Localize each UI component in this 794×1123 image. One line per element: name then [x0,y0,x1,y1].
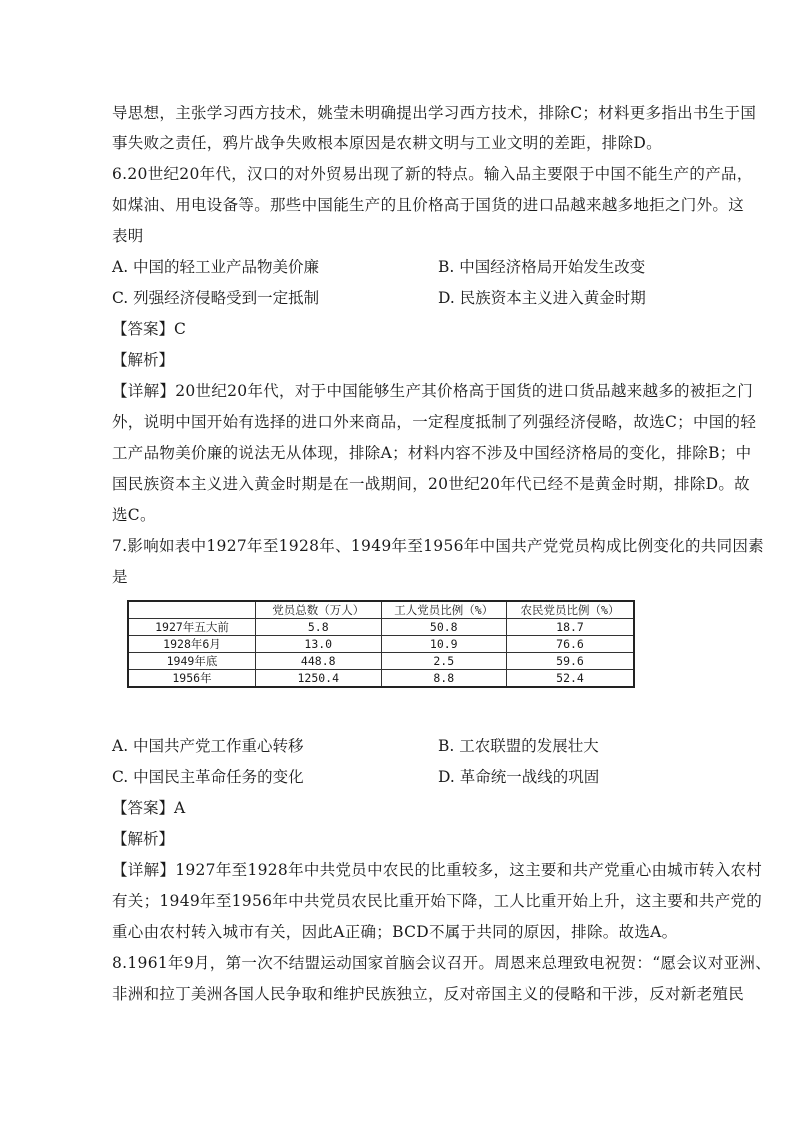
q7-option-c: C. 中国民主革命任务的变化 [112,768,304,786]
table-cell: 59.6 [507,653,635,670]
table-cell: 1250.4 [255,670,381,688]
text-line: 事失败之责任，鸦片战争失败根本原因是农耕文明与工业文明的差距，排除D。 [112,134,662,152]
table-header-row [128,601,634,619]
table-cell: 1927年五大前 [128,619,255,636]
question-8-stem: 8.1961年9月，第一次不结盟运动国家首脑会议召开。周恩来总理致电祝贺：“愿会议对亚洲、 [112,954,772,972]
q6-explanation: 【详解】20世纪20年代，对于中国能够生产其价格高于国货的进口货品越来越多的被拒之门 [112,382,754,400]
question-7-stem: 是 [112,568,128,586]
table-header-cell: 农民党员比例（%） [507,601,635,619]
q6-analysis-heading: 【解析】 [112,351,175,369]
q7-option-a: A. 中国共产党工作重心转移 [112,737,304,755]
question-7-stem: 7.影响如表中1927年至1928年、1949年至1956年中国共产党党员构成比例变化的共同因素 [112,537,764,555]
question-8-stem: 非洲和拉丁美洲各国人民争取和维护民族独立，反对帝国主义的侵略和干涉，反对新老殖民 [112,985,745,1003]
q6-explanation: 国民族资本主义进入黄金时期是在一战期间，20世纪20年代已经不是黄金时期，排除D。故 [112,475,750,493]
table-cell: 50.8 [381,619,506,636]
q6-explanation: 工产品物美价廉的说法无从体现，排除A；材料内容不涉及中国经济格局的变化，排除B；中 [112,444,752,462]
q6-option-d: D. 民族资本主义进入黄金时期 [438,289,646,307]
question-6-stem: 表明 [112,227,144,245]
table-header-cell [128,601,255,619]
question-6-stem: 6.20世纪20年代，汉口的对外贸易出现了新的特点。输入品主要限于中国不能生产的产品， [112,165,753,183]
party-membership-table [127,600,635,688]
q7-answer: 【答案】A [112,799,186,817]
q7-explanation: 重心由农村转入城市有关，因此A正确；BCD不属于共同的原因，排除。故选A。 [112,923,678,941]
q6-explanation: 选C。 [112,506,156,524]
q7-explanation: 【详解】1927年至1928年中共党员中农民的比重较多，这主要和共产党重心由城市转入农村 [112,861,763,879]
q6-answer: 【答案】C [112,320,186,338]
table-cell: 1956年 [128,670,255,688]
table-cell: 52.4 [507,670,635,688]
table-row [128,670,634,688]
table-row [128,653,634,670]
q6-explanation: 外，说明中国开始有选择的进口外来商品，一定程度抵制了列强经济侵略，故选C；中国的轻 [112,413,757,431]
table-cell: 8.8 [381,670,506,688]
table-cell: 1949年底 [128,653,255,670]
table-header-cell: 工人党员比例（%） [381,601,506,619]
table-cell: 13.0 [255,636,381,653]
text-line: 导思想，主张学习西方技术，姚莹未明确提出学习西方技术，排除C；材料更多指出书生于国 [112,104,757,122]
q6-option-b: B. 中国经济格局开始发生改变 [438,258,646,276]
q6-option-c: C. 列强经济侵略受到一定抵制 [112,289,320,307]
table-cell: 448.8 [255,653,381,670]
q7-analysis-heading: 【解析】 [112,830,175,848]
q7-option-d: D. 革命统一战线的巩固 [438,768,600,786]
table-row [128,619,634,636]
table-cell: 10.9 [381,636,506,653]
q7-explanation: 有关；1949年至1956年中共党员农民比重开始下降，工人比重开始上升，这主要和共产党的 [112,892,763,910]
table-cell: 5.8 [255,619,381,636]
q7-option-b: B. 工农联盟的发展壮大 [438,737,599,755]
table-row [128,636,634,653]
table-header-cell: 党员总数（万人） [255,601,381,619]
table-cell: 76.6 [507,636,635,653]
question-6-stem: 如煤油、用电设备等。那些中国能生产的且价格高于国货的进口品越来越多地拒之门外。这 [112,196,745,214]
q6-option-a: A. 中国的轻工业产品物美价廉 [112,258,320,276]
table-cell: 18.7 [507,619,635,636]
table-cell: 1928年6月 [128,636,255,653]
table-cell: 2.5 [381,653,506,670]
